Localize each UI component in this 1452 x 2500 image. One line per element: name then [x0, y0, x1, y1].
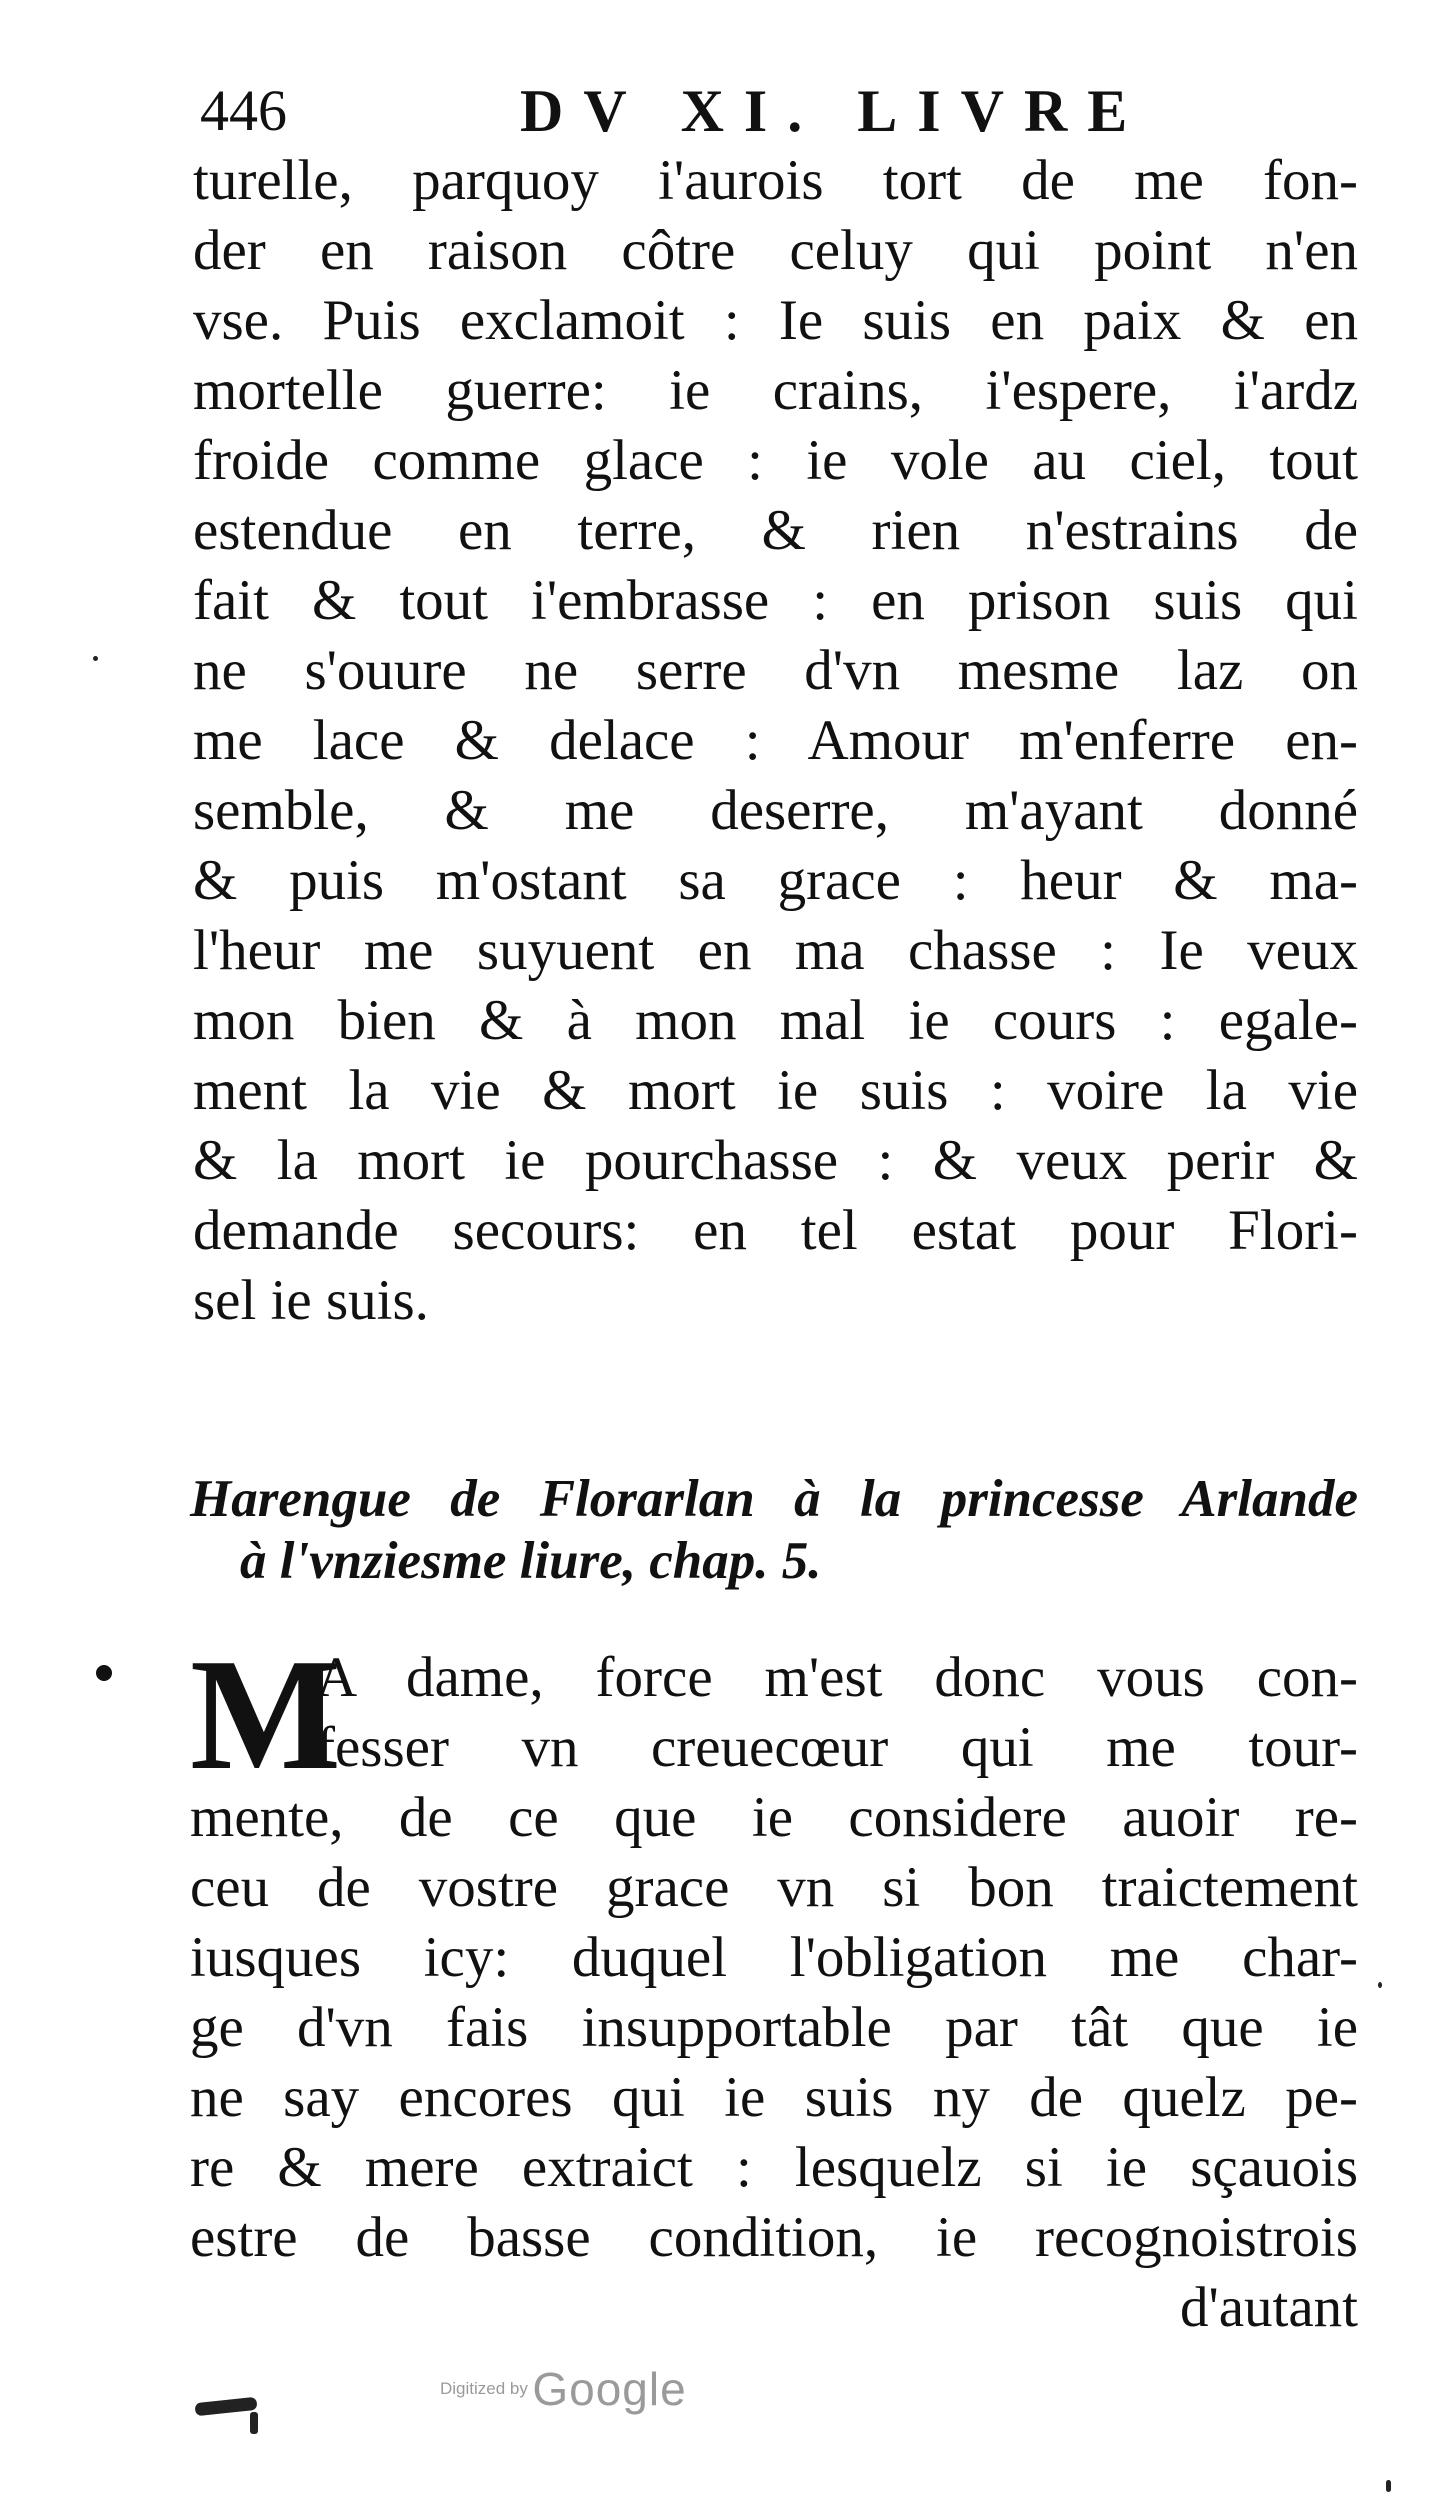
- google-wordmark: Google: [532, 2363, 687, 2415]
- text-line: mortelle guerre: ie crains, i'espere, i'ardz: [193, 359, 1358, 422]
- text-line: ge d'vn fais insupportable par tât que ie: [190, 1996, 1358, 2059]
- text-line: ceu de vostre grace vn si bon traictement: [190, 1856, 1358, 1919]
- margin-dot: [96, 1665, 112, 1681]
- text-line: fesser vn creuecœur qui me tour-: [316, 1716, 1358, 1779]
- text-line: me lace & delace : Amour m'enferre en-: [193, 709, 1358, 772]
- text-line: l'heur me suyuent en ma chasse : Ie veux: [193, 919, 1358, 982]
- page-number: 446: [200, 78, 287, 143]
- scan-speck: [1386, 2480, 1391, 2492]
- text-line: estendue en terre, & rien n'estrains de: [193, 499, 1358, 562]
- text-line: semble, & me deserre, m'ayant donné: [193, 779, 1358, 842]
- text-line: ne s'ouure ne serre d'vn mesme laz on: [193, 639, 1358, 702]
- scan-speck: [1378, 1982, 1382, 1988]
- text-line: froide comme glace : ie vole au ciel, tout: [193, 429, 1358, 492]
- speech-paragraph: [190, 1625, 1358, 2343]
- text-line: ne say encores qui ie suis ny de quelz pe-: [190, 2066, 1358, 2129]
- text-line: vse. Puis exclamoit : Ie suis en paix & en: [193, 289, 1358, 352]
- text-line: mente, de ce que ie considere auoir re-: [190, 1786, 1358, 1849]
- heading-line: Harengue de Florarlan à la princesse Arlande: [190, 1470, 1358, 1528]
- text-line: demande secours: en tel estat pour Flori-: [193, 1199, 1358, 1262]
- digitized-label: Digitized by: [440, 2379, 528, 2398]
- text-line: & puis m'ostant sa grace : heur & ma-: [193, 849, 1358, 912]
- text-line: turelle, parquoy i'aurois tort de me fon-: [193, 149, 1358, 212]
- text-line: re & mere extraict : lesquelz si ie sçauois: [190, 2136, 1358, 2199]
- page-header: [200, 76, 1350, 146]
- heading-line: à l'vnziesme liure, chap. 5.: [240, 1532, 822, 1590]
- scan-speck: [93, 656, 98, 661]
- running-head: DV XI. LIVRE: [520, 78, 1148, 144]
- text-line: mon bien & à mon mal ie cours : egale-: [193, 989, 1358, 1052]
- scan-smudge: [250, 2412, 258, 2434]
- scan-smudge: [194, 2397, 257, 2416]
- text-line: iusques icy: duquel l'obligation me char-: [190, 1926, 1358, 1989]
- text-line: A dame, force m'est donc vous con-: [316, 1646, 1358, 1709]
- text-line: sel ie suis.: [193, 1269, 429, 1332]
- text-line: estre de basse condition, ie recognoistrois: [190, 2206, 1358, 2269]
- text-line: & la mort ie pourchasse : & veux perir &: [193, 1129, 1358, 1192]
- verse-paragraph: [193, 146, 1358, 1336]
- section-heading: [190, 1468, 1358, 1592]
- text-line: der en raison côtre celuy qui point n'en: [193, 219, 1358, 282]
- text-line: fait & tout i'embrasse : en prison suis qui: [193, 569, 1358, 632]
- drop-cap: M: [190, 1625, 342, 1803]
- digitized-watermark: [440, 2362, 687, 2422]
- text-line: ment la vie & mort ie suis : voire la vie: [193, 1059, 1358, 1122]
- catchword: d'autant: [1179, 2276, 1358, 2339]
